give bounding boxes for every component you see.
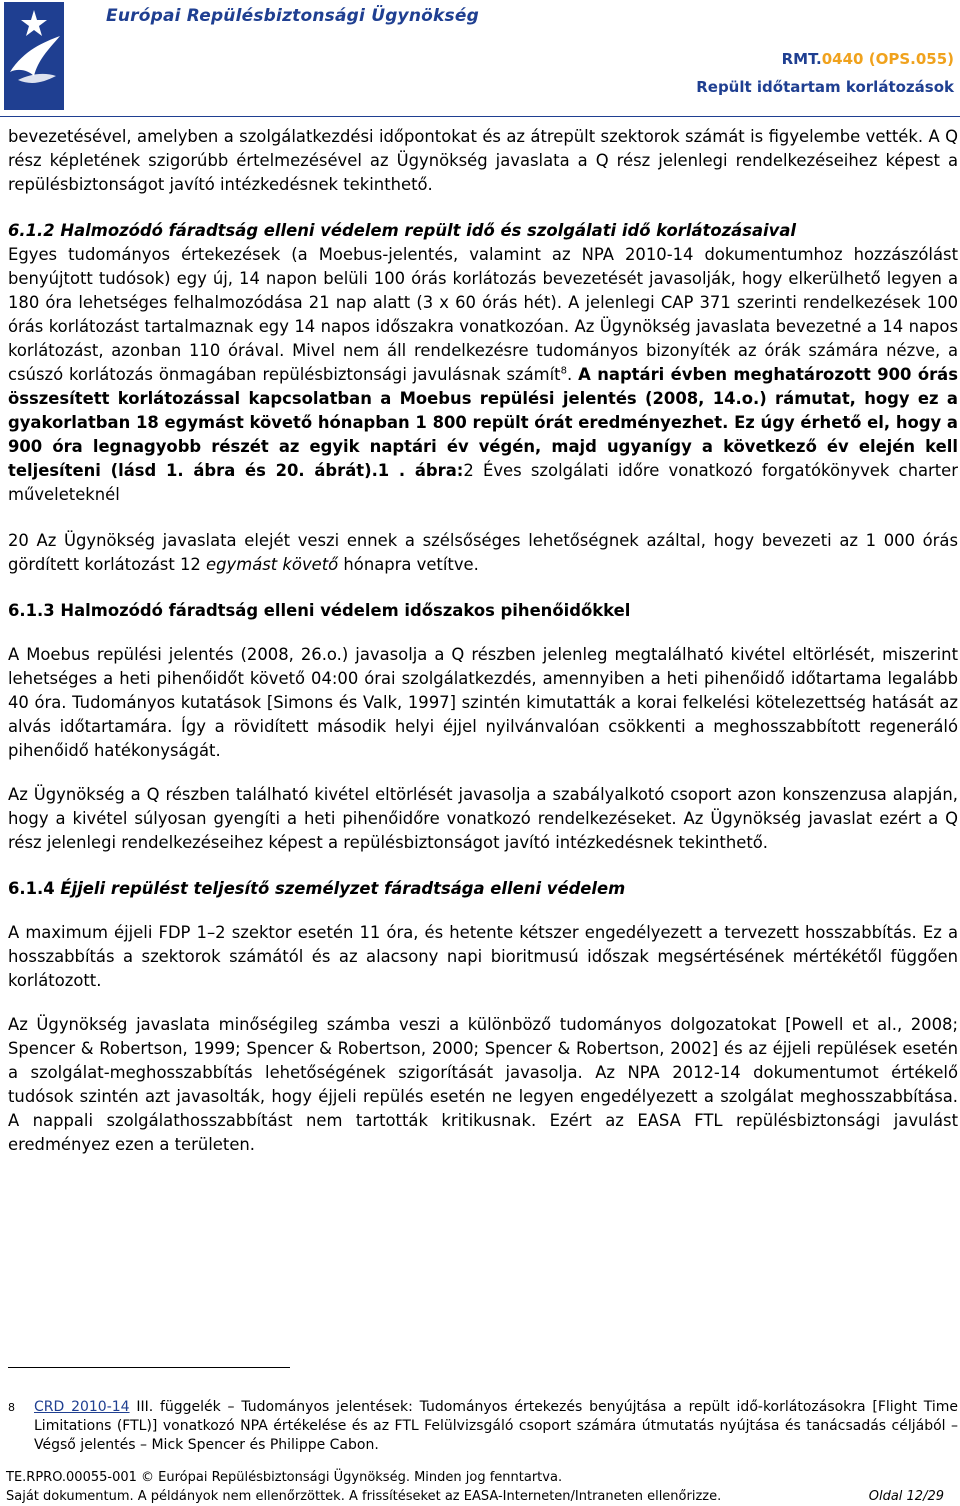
paragraph-night-proposal: Az Ügynökség javaslata minőségileg számba veszi a különböző tudományos dolgozatokat [Powell et al., 2008; Spencer & Robertson, 1999; Spencer & Robertson, 2000; Spencer & Robertson, 2002] és az éjjeli repülések esetén a szolgálat-meghosszabbítás lehetőségének szigorítását javasolja. Az NPA 2012-14 dokumentumot értékelő tudósok szintén azt javasolták, hogy éjjeli repülés esetén ne legyen engedélyezett a szolgálat meghosszabbítása. A nappali szolgálathosszabbítást nem tartották kritikusnak. Ezért az EASA FTL repülésbiztonsági javulást eredményez ezen a területen. xyxy=(8,1015,958,1154)
footnote-link[interactable]: CRD 2010-14 xyxy=(34,1399,130,1415)
paragraph-text: 20 Az Ügynökség javaslata elejét veszi ennek a szélsőséges lehetőségnek azáltal, hogy bevezeti az 1 000 órás gördített korlátozást 12 xyxy=(8,531,958,574)
paragraph-text: Egyes tudományos értekezések (a Moebus-jelentés, valamint az NPA 2010-14 dokumentumhoz hozzászólást benyújtott tudósok) egy új, 14 napon belüli 100 órás korlátozás bevezetését javasolják, hogy elkerülhető legyen a 180 óra lehetséges felhalmozódása 21 nap alatt (3 x 60 órás hét). A jelenlegi CAP 371 szerinti rendelkezések 100 órás korlátozást tartalmaznak egy 14 napos időszakra vonatkozóan. Az Ügynökség javaslata bevezetné a 14 napos korlátozást, azonban 110 órával. Mivel nem áll rendelkezésre tudományos bizonyíték az órák számára nézve, a csúszó korlátozás önmagában repülésbiztonsági javulásnak számít xyxy=(8,245,958,384)
paragraph-rolling-limit xyxy=(8,529,958,577)
paragraph-cumulative-fatigue xyxy=(8,243,958,507)
bold-statement: A naptári évben meghatározott 900 órás összesített korlátozással kapcsolatban a Moebus repülési jelentés (2008, 14.o.) rámutat, hogy ez a gyakorlatban 18 egymást követő hónapban 1 800 repült órát eredményezhet. Ez úgy érhető el, hogy a 900 óra legnagyobb részét az egyik naptári év végén, majd ugyanígy a következő év elején kell teljesíteni (lásd 1. ábra és 20. ábrát).1 . ábra: xyxy=(8,365,958,480)
ref-ops: (OPS.055) xyxy=(868,50,954,68)
section-heading-6-1-4 xyxy=(8,877,958,901)
heading-number: 6.1.4 xyxy=(8,879,61,898)
footer-copyright: TE.RPRO.00055-001 © Európai Repülésbiztonsági Ügynökség. Minden jog fenntartva. xyxy=(6,1470,563,1485)
footnote xyxy=(8,1398,958,1455)
page-number: Oldal 12/29 xyxy=(868,1489,944,1504)
period: . xyxy=(566,365,573,384)
footnote-ref[interactable]: 8 xyxy=(560,365,567,377)
heading-title: Éjjeli repülést teljesítő személyzet fáradtsága elleni védelem xyxy=(60,879,626,898)
section-heading-6-1-3: 6.1.3 Halmozódó fáradtság elleni védelem időszakos pihenőidőkkel xyxy=(8,601,631,620)
easa-logo-icon xyxy=(4,2,64,110)
italic-phrase: egymást követő xyxy=(206,555,339,574)
heading-text: 6.1.2 Halmozódó fáradtság elleni védelem repült idő és szolgálati idő korlátozásaival xyxy=(8,221,797,240)
page-header xyxy=(0,0,960,118)
section-heading-6-1-2 xyxy=(8,219,958,243)
document-reference xyxy=(782,50,954,68)
document-subject: Repült időtartam korlátozások xyxy=(696,78,954,96)
ref-number: 0440 xyxy=(821,50,864,68)
paragraph-intro: bevezetésével, amelyben a szolgálatkezdési időpontokat és az átrepült szektorok számát is figyelembe vették. A Q rész képletének szigorúbb értelmezésével az Ügynökség javaslata a Q rész jelenlegi rendelkezéseihez képest a repülésbiztonságot javító intézkedésnek tekinthető. xyxy=(8,127,958,194)
agency-name: Európai Repülésbiztonsági Ügynökség xyxy=(106,6,479,26)
page-footer xyxy=(6,1468,956,1506)
footnote-body: III. függelék – Tudományos jelentések: Tudományos értekezés benyújtása a repült idő-korlátozásokra [Flight Time Limitations (FTL)] vonatkozó NPA értékelése és az FTL Felülvizsgáló csoport számára útmutatás nyújtása és tanácsadás céljából – Végső jelentés – Mick Spencer és Philippe Cabon. xyxy=(34,1399,958,1453)
paragraph-night-fdp: A maximum éjjeli FDP 1–2 szektor esetén 11 óra, és hetente kétszer engedélyezett a tervezett hosszabbítás. Ez a hosszabbítás a szektorok számától és az alacsony napi bioritmusú időszak megsértésének mértékétől függően korlátozott. xyxy=(8,923,958,990)
paragraph-moebus-rest: A Moebus repülési jelentés (2008, 26.o.) javasolja a Q részben jelenleg megtalálható kivétel eltörlését, miszerint lehetséges a heti pihenőidőt követő 04:00 órai szolgálatkezdés, amennyiben a heti pihenőidő időtartama legalább 40 óra. Tudományos kutatások [Simons és Valk, 1997] szintén kimutatták a korai felkelési kötelezettség hatását az alvás időtartamára. Így a rövidített második helyi éjjel nyilvánvalóan csökkenti a meghosszabbított regeneráló pihenőidő hatékonyságát. xyxy=(8,645,958,760)
figure-caption: 2 Éves szolgálati időre vonatkozó forgatókönyvek charter műveleteknél xyxy=(8,461,958,504)
footnote-separator xyxy=(8,1367,290,1368)
footer-disclaimer: Saját dokumentum. A példányok nem ellenőrzöttek. A frissítéseket az EASA-Interneten/Intraneten ellenőrizze. xyxy=(6,1489,722,1504)
document-body xyxy=(8,125,958,1157)
header-rule xyxy=(0,116,960,117)
ref-prefix: RMT. xyxy=(781,50,822,68)
footnote-text xyxy=(34,1398,958,1455)
paragraph-agency-rest: Az Ügynökség a Q részben található kivétel eltörlését javasolja a szabályalkotó csoport azon konszenzusa alapján, hogy a kivétel súlyosan gyengíti a heti pihenőidőre vonatkozó rendelkezéseket. Az Ügynökség javaslat ezért a Q rész jelenlegi rendelkezéseihez képest a repülésbiztonságot javító intézkedésnek tekinthető. xyxy=(8,785,958,852)
paragraph-text-end: hónapra vetítve. xyxy=(338,555,479,574)
footnote-number: 8 xyxy=(8,1401,15,1414)
